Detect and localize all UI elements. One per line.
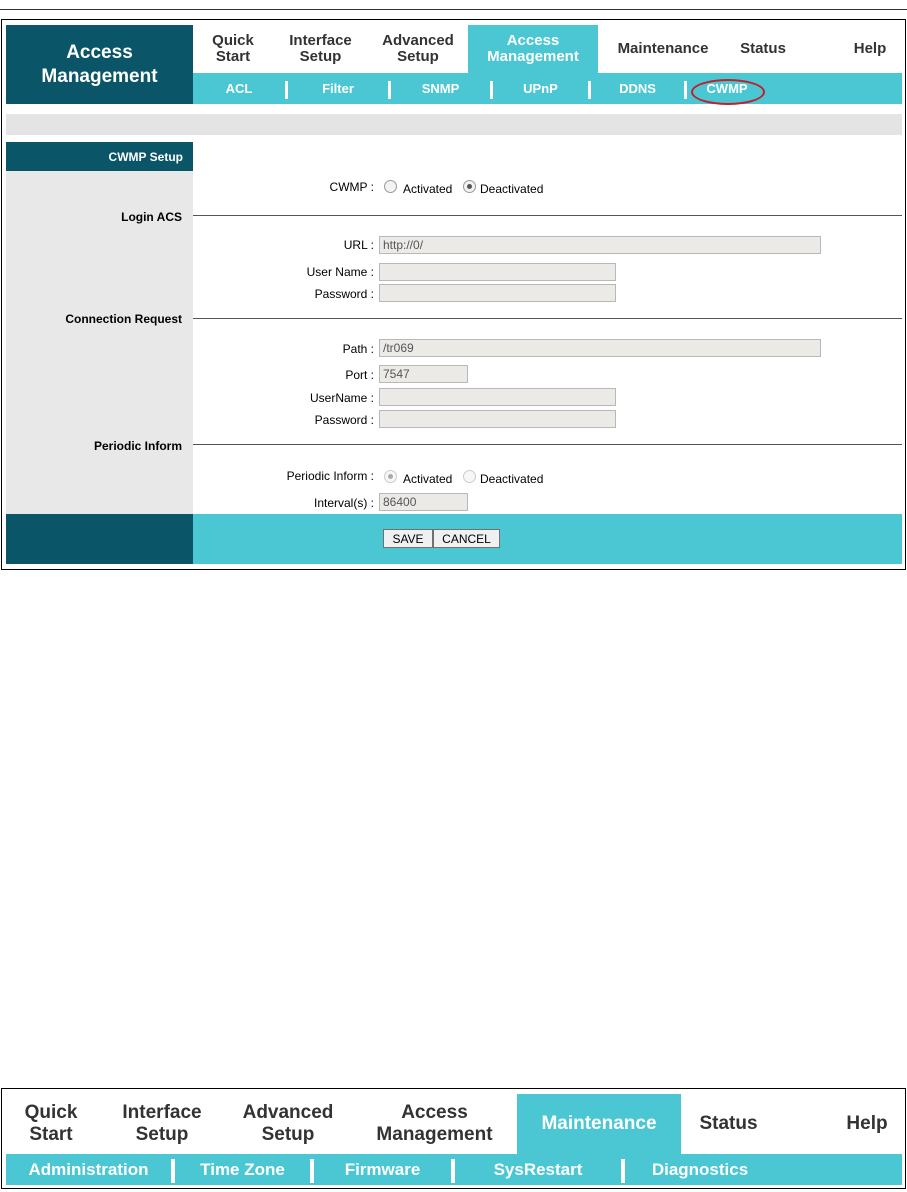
cwmp-activated-radio[interactable] bbox=[384, 180, 397, 193]
section-periodic-inform: Periodic Inform bbox=[93, 439, 182, 453]
url-input[interactable] bbox=[379, 236, 821, 254]
port-label: Port : bbox=[345, 368, 374, 382]
spacer-strip bbox=[6, 114, 902, 135]
brand-section-title: Access Management bbox=[6, 25, 193, 104]
subtab-time-zone[interactable]: Time Zone bbox=[200, 1159, 285, 1179]
subtab-cwmp[interactable]: CWMP bbox=[706, 81, 748, 96]
url-label: URL : bbox=[343, 238, 374, 252]
subtab-diagnostics[interactable]: Diagnostics bbox=[651, 1159, 749, 1179]
footer-button-bar bbox=[193, 514, 902, 564]
subtab-acl[interactable]: ACL bbox=[225, 81, 253, 96]
subtab-bar bbox=[6, 1154, 902, 1185]
interval-input[interactable] bbox=[379, 493, 468, 511]
cr-username-input[interactable] bbox=[379, 388, 616, 406]
cancel-button[interactable]: CANCEL bbox=[433, 529, 500, 548]
tab-access-management[interactable]: Access Management bbox=[376, 1102, 493, 1145]
cr-username-label: UserName : bbox=[309, 391, 374, 405]
maintenance-screenshot-panel bbox=[1, 1088, 906, 1189]
tab-advanced-setup[interactable]: Advanced Setup bbox=[382, 32, 454, 65]
periodic-deactivated-radio[interactable] bbox=[463, 470, 476, 483]
tab-quick-start[interactable]: Quick Start bbox=[212, 32, 254, 65]
subtab-ddns[interactable]: DDNS bbox=[619, 81, 656, 96]
tab-quick-start[interactable]: Quick Start bbox=[24, 1102, 78, 1145]
subtab-firmware[interactable]: Firmware bbox=[344, 1159, 421, 1179]
interval-label: Interval(s) : bbox=[313, 496, 374, 510]
section-connection-request: Connection Request bbox=[65, 312, 182, 326]
subtab-filter[interactable]: Filter bbox=[322, 81, 354, 96]
cwmp-highlight-circle bbox=[691, 79, 765, 105]
tab-access-management[interactable]: Access Management bbox=[468, 25, 598, 73]
subtab-administration[interactable]: Administration bbox=[28, 1159, 149, 1179]
subtab-bar bbox=[193, 73, 902, 104]
divider bbox=[193, 444, 902, 445]
section-login-acs: Login ACS bbox=[121, 210, 182, 224]
subtab-sysrestart[interactable]: SysRestart bbox=[493, 1159, 583, 1179]
periodic-activated-radio[interactable] bbox=[384, 470, 397, 483]
acs-username-label: User Name : bbox=[306, 265, 374, 279]
cwmp-activated-label: Activated bbox=[403, 182, 453, 196]
acs-password-input[interactable] bbox=[379, 284, 616, 302]
tab-advanced-setup[interactable]: Advanced Setup bbox=[242, 1102, 334, 1145]
cr-password-label: Password : bbox=[314, 413, 374, 427]
cwmp-label: CWMP : bbox=[329, 180, 374, 194]
tab-status[interactable]: Status bbox=[699, 1113, 758, 1134]
tab-help[interactable]: Help bbox=[846, 1113, 888, 1134]
left-label-column bbox=[6, 142, 193, 514]
footer-left-block bbox=[6, 514, 193, 564]
periodic-inform-label: Periodic Inform : bbox=[286, 469, 374, 483]
cwmp-deactivated-radio[interactable] bbox=[463, 180, 476, 193]
cwmp-screenshot-panel bbox=[1, 19, 906, 570]
cwmp-deactivated-label: Deactivated bbox=[480, 182, 544, 196]
acs-password-label: Password : bbox=[314, 287, 374, 301]
periodic-deactivated-label: Deactivated bbox=[480, 472, 544, 486]
acs-username-input[interactable] bbox=[379, 263, 616, 281]
save-button[interactable]: SAVE bbox=[383, 529, 433, 548]
top-rule bbox=[0, 9, 907, 10]
cr-password-input[interactable] bbox=[379, 410, 616, 428]
periodic-activated-label: Activated bbox=[403, 472, 453, 486]
subtab-snmp[interactable]: SNMP bbox=[421, 81, 460, 96]
tab-help[interactable]: Help bbox=[853, 40, 887, 57]
tab-interface-setup[interactable]: Interface Setup bbox=[289, 32, 352, 65]
section-title-cwmp-setup: CWMP Setup bbox=[6, 142, 193, 171]
tab-maintenance[interactable]: Maintenance bbox=[617, 40, 709, 57]
tab-maintenance[interactable]: Maintenance bbox=[517, 1094, 681, 1154]
divider bbox=[193, 318, 902, 319]
port-input[interactable] bbox=[379, 365, 468, 383]
subtab-upnp[interactable]: UPnP bbox=[523, 81, 558, 96]
path-input[interactable] bbox=[379, 339, 821, 357]
tab-status[interactable]: Status bbox=[740, 40, 786, 57]
path-label: Path : bbox=[342, 342, 374, 356]
divider bbox=[193, 215, 902, 216]
tab-interface-setup[interactable]: Interface Setup bbox=[122, 1102, 202, 1145]
